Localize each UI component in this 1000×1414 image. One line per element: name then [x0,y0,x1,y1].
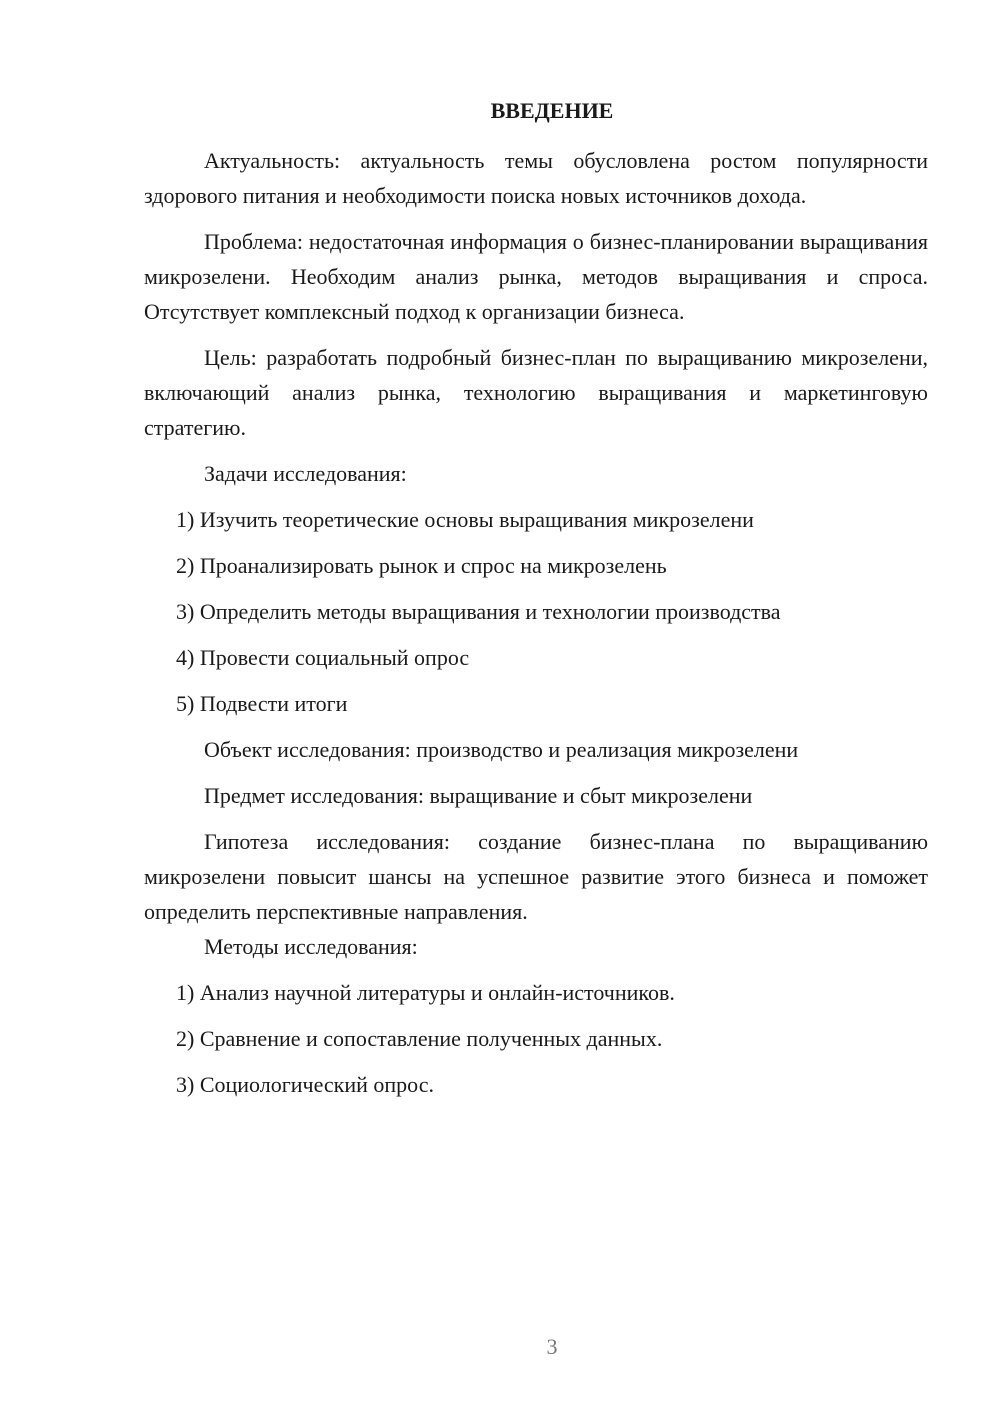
task-item: 1) Изучить теоретические основы выращивания микрозелени [176,507,754,532]
task-item: 4) Провести социальный опрос [176,645,470,670]
relevance-paragraph: Актуальность: актуальность темы обусловлена ростом популярности здорового питания и необходимости поиска новых источников дохода. [144,148,928,208]
method-item: 2) Сравнение и сопоставление полученных данных. [176,1026,663,1051]
methods-heading: Методы исследования: [204,934,418,959]
subject-line: Предмет исследования: выращивание и сбыт микрозелени [204,783,753,808]
tasks-list [144,502,928,721]
goal-paragraph: Цель: разработать подробный бизнес-план по выращиванию микрозелени, включающий анализ рынка, технологию выращивания и маркетинговую стратегию. [144,345,928,440]
document-page [144,0,928,1414]
document-body [144,143,928,1102]
task-item: 2) Проанализировать рынок и спрос на микрозелень [176,553,667,578]
tasks-heading: Задачи исследования: [204,461,407,486]
object-line: Объект исследования: производство и реализация микрозелени [204,737,799,762]
method-item: 1) Анализ научной литературы и онлайн-источников. [176,980,675,1005]
page-title: ВВЕДЕНИЕ [490,98,614,123]
method-item: 3) Социологический опрос. [176,1072,434,1097]
problem-paragraph: Проблема: недостаточная информация о бизнес-планировании выращивания микрозелени. Необходим анализ рынка, методов выращивания и спроса. Отсутствует комплексный подход к организации бизнеса. [144,229,928,324]
task-item: 5) Подвести итоги [176,691,348,716]
hypothesis-paragraph: Гипотеза исследования: создание бизнес-плана по выращиванию микрозелени повысит шансы на успешное развитие этого бизнеса и поможет определить перспективные направления. [144,829,928,924]
methods-list [144,975,928,1102]
task-item: 3) Определить методы выращивания и технологии производства [176,599,781,624]
page-number: 3 [546,1334,558,1359]
